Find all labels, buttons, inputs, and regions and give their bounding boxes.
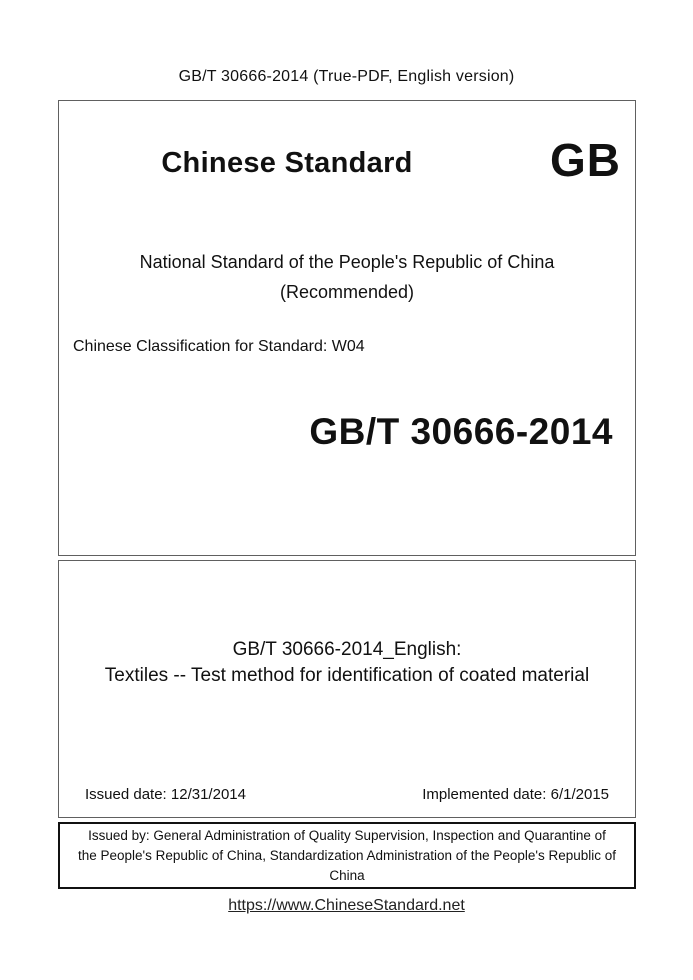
brand-title: Chinese Standard: [161, 147, 413, 179]
footer-link[interactable]: https://www.ChineseStandard.net: [228, 897, 465, 914]
standard-number: GB/T 30666-2014: [309, 411, 613, 452]
issuer-line-1: Issued by: General Administration of Quality Supervision, Inspection and Quarantine of: [88, 827, 606, 843]
gb-logo: GB: [550, 134, 621, 186]
subtitle-line2: (Recommended): [279, 282, 415, 302]
issued-date: Issued date: 12/31/2014: [85, 786, 246, 803]
national-standard-subtitle: [59, 247, 635, 307]
page-header-title: GB/T 30666-2014 (True-PDF, English version): [178, 68, 515, 85]
title-box: [58, 560, 636, 818]
subtitle-line1: National Standard of the People's Republic of China: [139, 252, 555, 272]
issuer-line-2: the People's Republic of China, Standardization Administration of the People's Republic of: [78, 847, 616, 863]
english-title-line2: Textiles -- Test method for identification of coated material: [104, 665, 590, 686]
classification-note: Chinese Classification for Standard: W04: [73, 338, 365, 355]
implemented-date: Implemented date: 6/1/2015: [422, 786, 609, 803]
english-title-line1: GB/T 30666-2014_English:: [232, 639, 462, 660]
english-title: [59, 637, 635, 689]
cover-box: [58, 100, 636, 556]
dates-row: [85, 786, 609, 803]
issuer-line-3: China: [329, 867, 365, 883]
footer: [0, 897, 693, 915]
issuer-box: [58, 822, 636, 889]
